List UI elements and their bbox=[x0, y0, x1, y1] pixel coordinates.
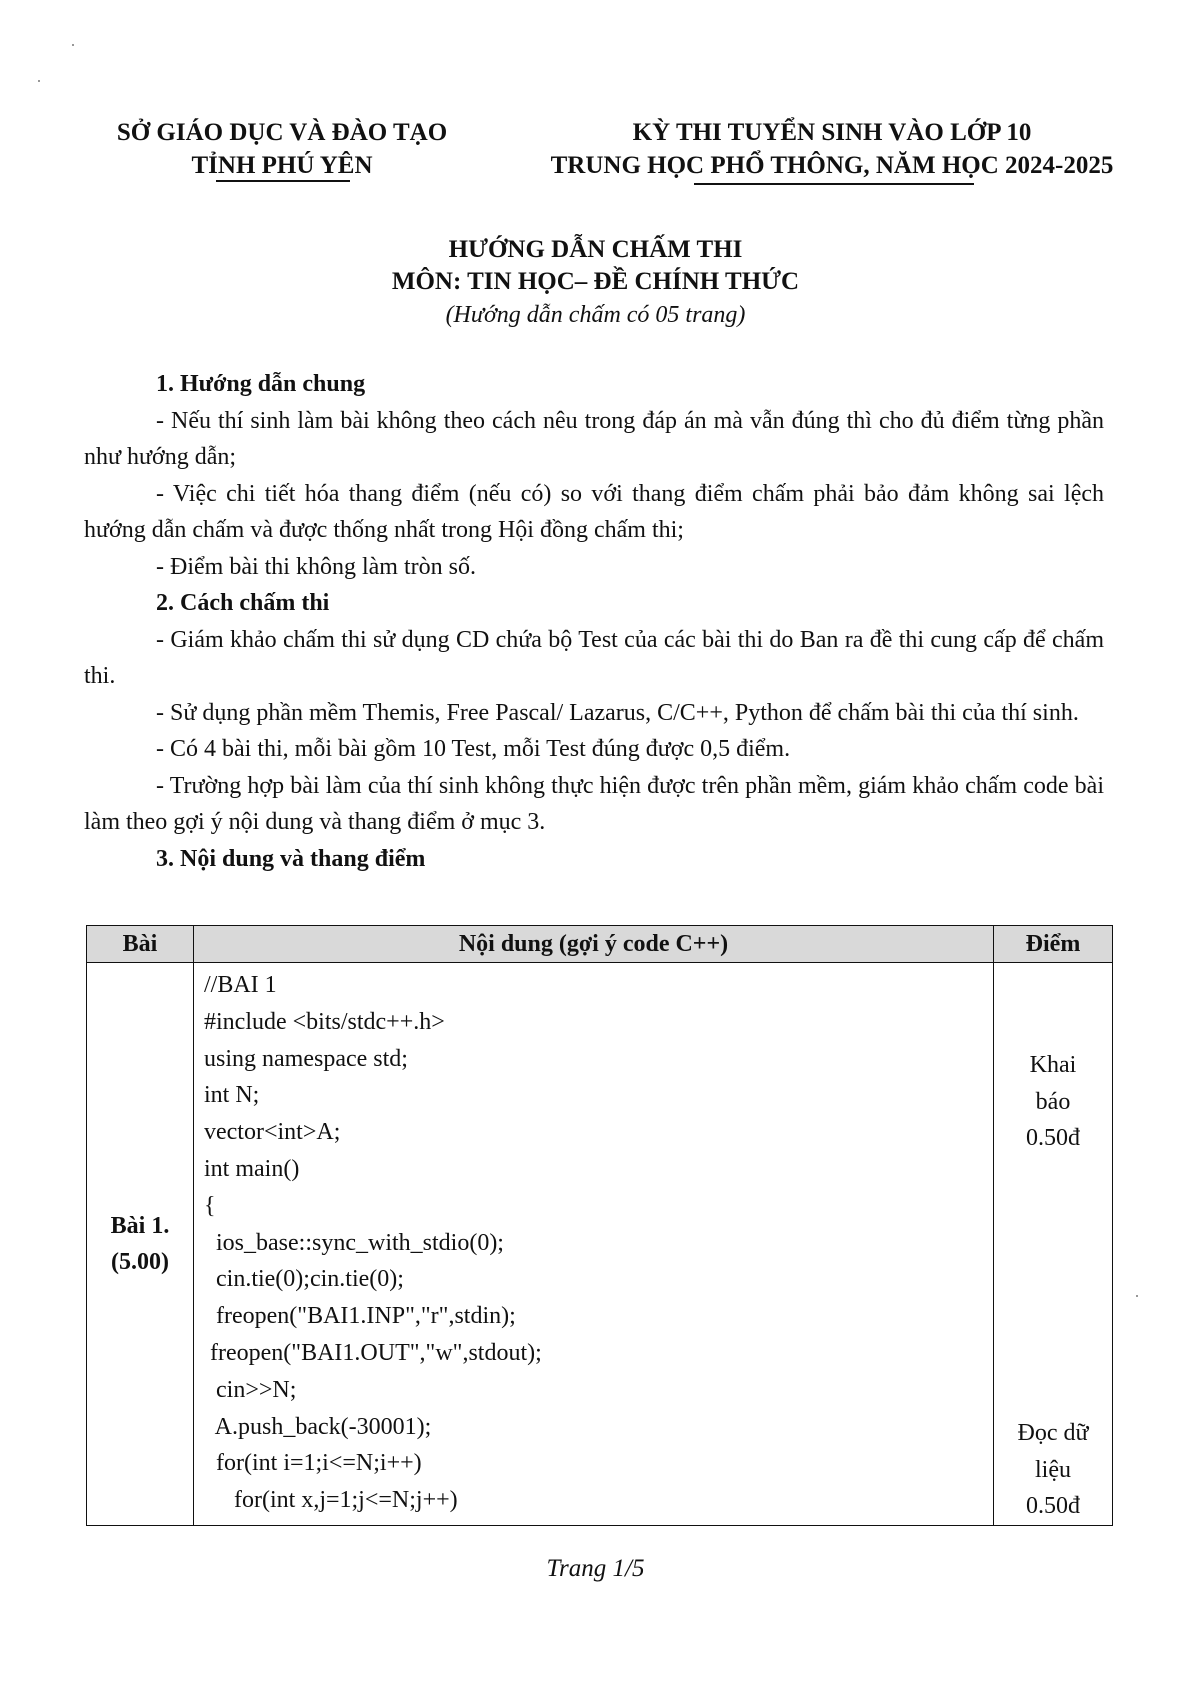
paragraph: - Trường hợp bài làm của thí sinh không thực hiện được trên phần mềm, giám khảo chấm code bài làm theo gợi ý nội dung và thang điểm ở mục 3. bbox=[84, 772, 1104, 835]
problem-points: (5.00) bbox=[111, 1248, 169, 1275]
col-header-score: Điểm bbox=[994, 926, 1113, 963]
doc-title: HƯỚNG DẪN CHẤM THI bbox=[448, 236, 743, 263]
header-right-underline bbox=[694, 183, 974, 185]
section-heading: 1. Hướng dẫn chung bbox=[156, 371, 366, 397]
problem-label: Bài 1. bbox=[110, 1212, 170, 1239]
col-header-bai: Bài bbox=[87, 926, 194, 963]
problem-cell bbox=[87, 963, 194, 1526]
code-line: cin>>N; bbox=[204, 1376, 297, 1403]
section-heading: 2. Cách chấm thi bbox=[156, 590, 330, 616]
code-line: ios_base::sync_with_stdio(0); bbox=[204, 1229, 504, 1256]
paragraph: - Nếu thí sinh làm bài không theo cách nêu trong đáp án mà vẫn đúng thì cho đủ điểm từng phần như hướng dẫn; bbox=[84, 407, 1104, 470]
code-line: cin.tie(0);cin.tie(0); bbox=[204, 1266, 404, 1293]
score-cell bbox=[994, 963, 1113, 1526]
score-text: liệu bbox=[1035, 1456, 1071, 1483]
paragraph: - Giám khảo chấm thi sử dụng CD chứa bộ Test của các bài thi do Ban ra đề thi cung cấp để chấm thi. bbox=[84, 626, 1104, 689]
scan-speck bbox=[1136, 1295, 1138, 1297]
code-line: { bbox=[204, 1192, 216, 1219]
header-left bbox=[92, 116, 472, 182]
province-name: TỈNH PHÚ YÊN bbox=[191, 152, 373, 179]
code-cell bbox=[194, 963, 994, 1526]
code-line: for(int i=1;i<=N;i++) bbox=[204, 1450, 422, 1477]
department-name: SỞ GIÁO DỤC VÀ ĐÀO TẠO bbox=[116, 119, 448, 146]
exam-name: KỲ THI TUYỂN SINH VÀO LỚP 10 bbox=[632, 119, 1032, 146]
score-text: Đọc dữ bbox=[1017, 1420, 1089, 1446]
scan-speck bbox=[72, 44, 74, 46]
doc-subject: MÔN: TIN HỌC– ĐỀ CHÍNH THỨC bbox=[391, 268, 800, 295]
code-line: freopen("BAI1.OUT","w",stdout); bbox=[204, 1339, 542, 1366]
page-number: Trang 1/5 bbox=[546, 1555, 645, 1582]
code-line: for(int x,j=1;j<=N;j++) bbox=[204, 1487, 458, 1514]
paragraph: - Sử dụng phần mềm Themis, Free Pascal/ Lazarus, C/C++, Python để chấm bài thi của thí sinh. bbox=[156, 699, 1079, 726]
paragraph: - Việc chi tiết hóa thang điểm (nếu có) so với thang điểm chấm phải bảo đảm không sai lệch hướng dẫn chấm và được thống nhất trong Hội đồng chấm thi; bbox=[84, 480, 1104, 543]
table-header-row bbox=[87, 926, 1113, 963]
code-line: freopen("BAI1.INP","r",stdin); bbox=[204, 1303, 516, 1330]
code-line: vector<int>A; bbox=[204, 1119, 341, 1146]
paragraph: - Điểm bài thi không làm tròn số. bbox=[156, 553, 476, 580]
header-right bbox=[512, 116, 1152, 182]
header-left-underline bbox=[216, 180, 350, 182]
exam-year: TRUNG HỌC PHỔ THÔNG, NĂM HỌC 2024-2025 bbox=[550, 152, 1114, 179]
code-line: using namespace std; bbox=[204, 1045, 408, 1072]
score-text: Khai bbox=[1029, 1052, 1077, 1078]
code-line: //BAI 1 bbox=[204, 972, 277, 998]
code-line: A.push_back(-30001); bbox=[204, 1413, 432, 1440]
score-text: báo bbox=[1035, 1088, 1071, 1115]
instructions bbox=[84, 366, 1104, 877]
paragraph: - Có 4 bài thi, mỗi bài gồm 10 Test, mỗi Test đúng được 0,5 điểm. bbox=[156, 736, 791, 762]
score-text: 0.50đ bbox=[1026, 1493, 1080, 1519]
col-header-content: Nội dung (gợi ý code C++) bbox=[194, 926, 994, 963]
score-text: 0.50đ bbox=[1026, 1125, 1080, 1151]
code-line: int main() bbox=[204, 1155, 300, 1182]
score-read bbox=[994, 1415, 1112, 1525]
section-heading: 3. Nội dung và thang điểm bbox=[156, 845, 426, 872]
scan-speck bbox=[38, 80, 40, 82]
code-line: #include <bits/stdc++.h> bbox=[204, 1008, 445, 1035]
doc-page-note: (Hướng dẫn chấm có 05 trang) bbox=[445, 302, 746, 328]
table-row bbox=[87, 963, 1113, 1526]
score-declare bbox=[994, 1047, 1112, 1157]
code-line: int N; bbox=[204, 1082, 260, 1109]
grading-table bbox=[86, 925, 1113, 1526]
